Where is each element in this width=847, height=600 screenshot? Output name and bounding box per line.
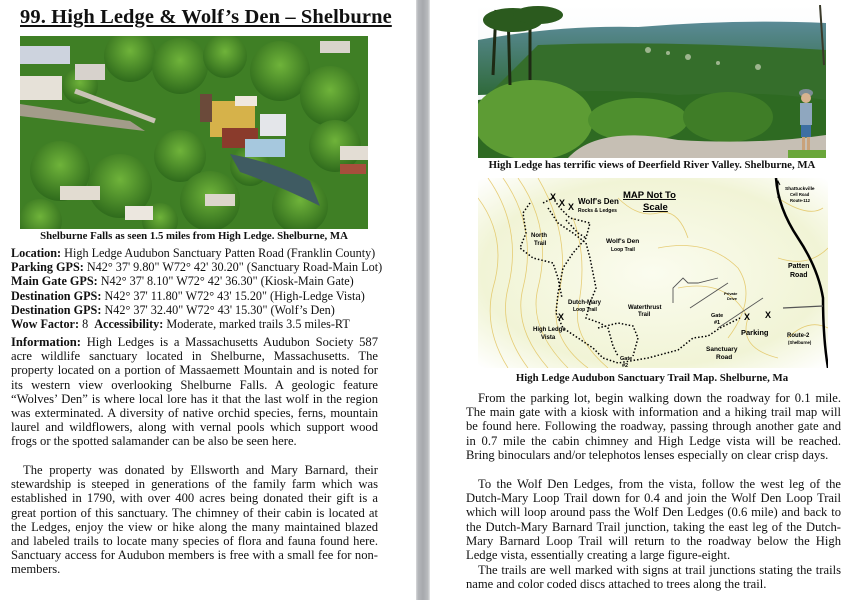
detail-wow-accessibility [11,317,406,331]
map-label-waterthrust-2: Trail [638,312,651,318]
detail-label: Destination GPS: [11,288,102,303]
trail-details [11,246,406,331]
map-label-north-trail: North [531,233,547,239]
map-x-marker: X [550,192,557,202]
map-x-parking: X [765,310,772,320]
map-label-route-112: Route-112 [790,198,811,203]
detail-value: N42° 37' 9.80" W72° 42' 30.20" (Sanctuary Road-Main Lot) [83,260,383,275]
map-label-wolfs-den: Wolf's Den [578,197,619,206]
information-text: High Ledges is a Massachusetts Audubon Society 587 acre wildlife sanctuary located in Shelburne, Massachusetts. The property located on a portion of Massaemett Mountain and is noted for its western view overlooking Shelburne Falls. A geologic feature “Wolves’ Den” is where local lore has it that the last wolf in the region was exterminated. A diversity of native orchid species, ferns, mountain laurel and wildflowers, along with vernal pools which support wood frogs or the spotted salamander can be also be seen here. [11,335,378,449]
detail-parking-gps [11,260,406,274]
map-title-line1: MAP Not To [623,190,676,201]
detail-location [11,246,406,260]
detail-label: Main Gate GPS: [11,274,98,289]
map-label-gate1-2: #1 [714,320,721,326]
map-label-sanctuary-road-2: Road [716,354,733,361]
map-label-high-ledge-vista: High Ledge [533,327,566,333]
page-gutter [416,0,430,600]
accessibility-label: Accessibility: [94,317,164,332]
detail-value: N42° 37' 32.40" W72° 43' 15.30" (Wolf’s Den) [101,302,335,317]
shelburne-falls-illustration [20,36,368,229]
map-caption: High Ledge Audubon Sanctuary Trail Map. Shelburne, Ma [515,372,789,384]
map-x-marker: X [559,198,566,208]
directions-paragraph-2: To the Wolf Den Ledges, from the vista, follow the west leg of the Dutch-Mary Loop Trail down for 0.4 and join the Wolf Den Loop Trail which will loop around pass the Wolf Den Ledges (0.6 mile) and back to the Dutch-Mary Barnard Trail junction, taking the east leg of the Dutch-Mary Barnard Loop Trail will return to the roadway below the High Ledge vista, essentially creating a large figure-eight. [466,477,841,563]
detail-value: N42° 37' 8.10" W72° 42' 36.30" (Kiosk-Main Gate) [97,274,354,289]
detail-destination-gps-den [11,303,406,317]
map-label-parking: Parking [741,328,769,337]
detail-label: Location: [11,246,62,260]
map-x-marker: X [568,202,575,212]
map-label-gate2-2: #2 [622,363,629,368]
map-label-route-2: Route-2 [787,333,810,339]
map-x-parking: X [744,312,751,322]
map-label-gate2: Gate [620,356,633,362]
map-label-private-drive-2: Drive [727,296,738,301]
detail-main-gate-gps [11,274,406,288]
directions-paragraph-1: From the parking lot, begin walking down the roadway for 0.1 mile. The main gate with a kiosk with information and a hiking trail map will be found here. Following the roadway, passing through another gate and in 0.7 mile the cabin chimney and High Ledge vista will be reached. Bring binoculars and/or telephotos lenses especially on clear crisp days. [466,391,841,462]
map-label-north-trail-2: Trail [534,241,547,247]
map-label-rocks-ledges: Rocks & Ledges [578,208,617,214]
detail-value: High Ledge Audubon Sanctuary Patten Road (Franklin County) [61,246,376,260]
trail-map [478,178,828,368]
high-ledge-photo [478,5,826,158]
map-label-wolfs-den-loop: Wolf's Den [606,238,640,245]
ledge-photo-caption: High Ledge has terrific views of Deerfield River Valley. Shelburne, MA [488,159,816,171]
map-label-dutch-mary: Dutch-Mary [568,300,602,306]
map-label-route-2-2: (Shelburne) [788,340,812,345]
map-title-line2: Scale [643,202,668,213]
detail-destination-gps-vista [11,289,406,303]
accessibility-value: Moderate, marked trails 3.5 miles-RT [163,317,350,332]
falls-photo-caption: Shelburne Falls as seen 1.5 miles from High Ledge. Shelburne, MA [40,230,348,242]
detail-value: N42° 37' 11.80" W72° 43' 15.20" (High-Ledge Vista) [101,288,365,303]
wow-factor-value: 8 [79,317,95,332]
trail-map-illustration [478,178,828,368]
detail-label: Parking GPS: [11,260,84,275]
high-ledge-illustration [478,5,826,158]
map-label-shattuckville: Shattuckville [785,187,815,192]
map-label-gate1: Gate [711,313,724,319]
shelburne-falls-photo [20,36,368,229]
map-label-sanctuary-road: Sanctuary [706,346,738,353]
map-x-marker-vista: X [558,312,565,322]
map-label-cell-road: Cell Road [790,192,810,197]
information-label: Information: [11,335,81,349]
page-title: 99. High Ledge & Wolf’s Den – Shelburne [20,6,392,28]
detail-label: Destination GPS: [11,302,102,317]
map-label-patten-road: Patten [788,263,810,270]
map-label-wolfs-den-loop-2: Loop Trail [611,247,635,253]
information-paragraph-2: The property was donated by Ellsworth and Mary Barnard, their stewardship is steeped in generations of the family farm which was established in 1790, with over 400 acres being donated their gift is a great portion of this sanctuary. The chimney of their cabin is located at the Ledges, enjoy the view or hike along the many maintained blazed and labeled trails to locate many species of flora and fauna found here. Sanctuary access for Audubon members is free with a small fee for non-members. [11,463,378,577]
map-label-dutch-mary-2: Loop Trail [573,307,597,313]
left-page [0,0,416,600]
information-paragraph [11,335,378,449]
map-label-patten-road-2: Road [790,272,808,279]
wow-factor-label: Wow Factor: [11,317,80,332]
directions-paragraph-3: The trails are well marked with signs at trail junctions stating the trails name and color coded discs attached to trees along the trail. [466,563,841,592]
map-label-high-ledge-vista-2: Vista [541,335,556,341]
map-label-waterthrust: Waterthrust [628,305,662,311]
map-label-private-drive: Private [724,291,738,296]
